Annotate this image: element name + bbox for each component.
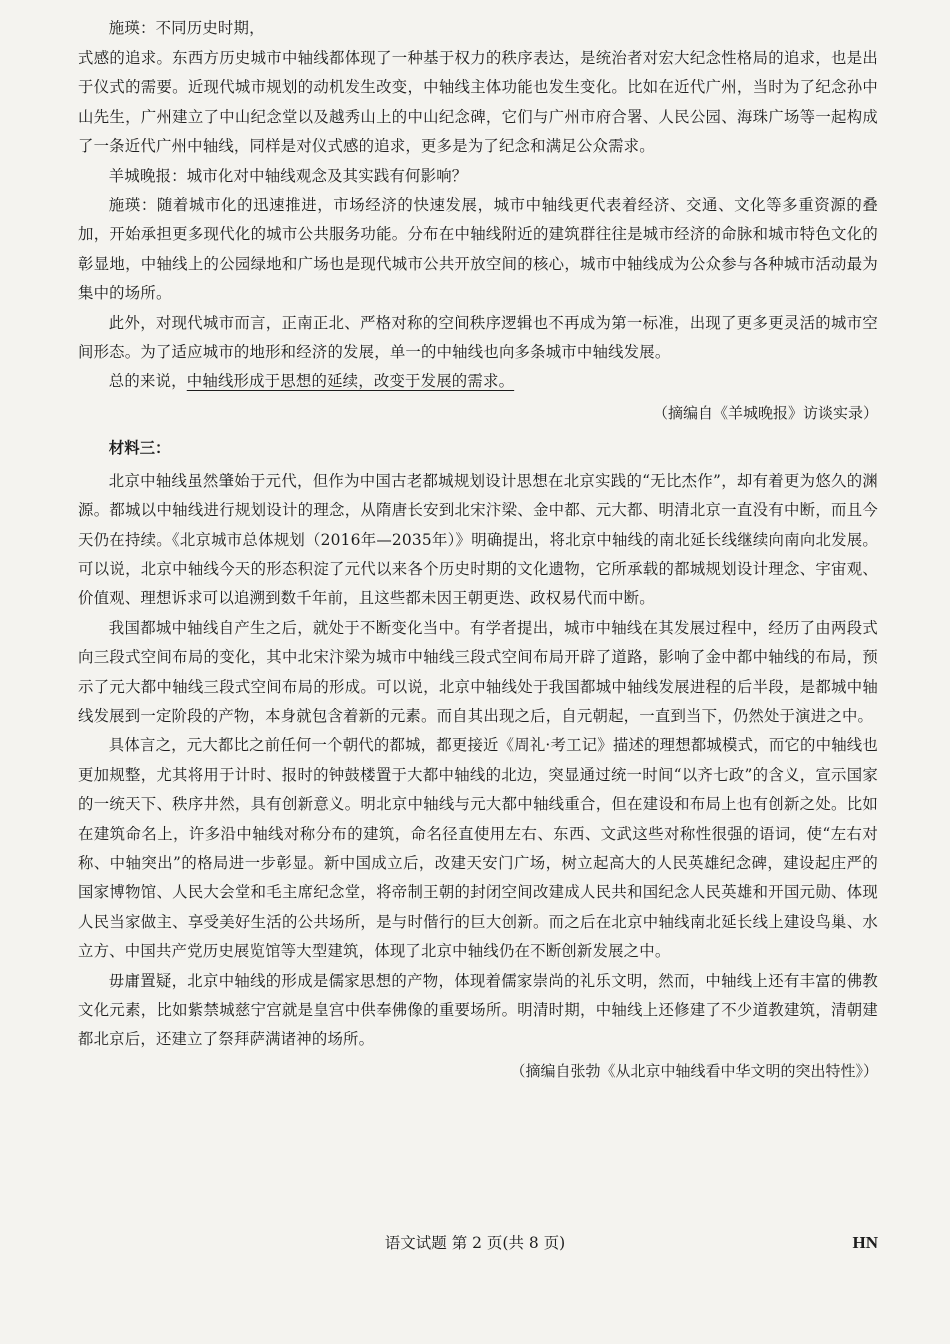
- material-three-paragraph-3: 具体言之，元大都比之前任何一个朝代的都城，都更接近《周礼·考工记》描述的理想都城模式，而它的中轴线也更加规整，尤其将用于计时、报时的钟鼓楼置于大都中轴线的北边，突显通过统一时间“以齐七政”的含义，宣示国家的一统天下、秩序井然，具有创新意义。明北京中轴线与元大都中轴线重合，但在建设和布局上也有创新之处。比如在建筑命名上，许多沿中轴线对称分布的建筑，命名径直使用左右、东西、文武这些对称性很强的语词，使“左右对称、中轴突出”的格局进一步彰显。新中国成立后，改建天安门广场，树立起高大的人民英雄纪念碑，建设起庄严的国家博物馆、人民大会堂和毛主席纪念堂，将帝制王朝的封闭空间改建成人民共和国纪念人民英雄和开国元勋、体现人民当家做主、享受美好生活的公共场所，是与时偕行的巨大创新。而之后在北京中轴线南北延长线上建设鸟巢、水立方、中国共产党历史展览馆等大型建筑，体现了北京中轴线仍在不断创新发展之中。: [78, 736, 878, 961]
- page-number: 语文试题 第 2 页(共 8 页): [384, 1234, 566, 1252]
- page-footer: [0, 1228, 950, 1258]
- material-three-heading: 材料三：: [108, 439, 171, 458]
- material-two-paragraph-3: 施瑛：随着城市化的迅速推进，市场经济的快速发展，城市中轴线更代表着经济、交通、文化等多重资源的叠加，开始承担更多现代化的城市公共服务功能。分布在中轴线附近的建筑群往往是城市经济的命脉和城市特色文化的彰显地，中轴线上的公园绿地和广场也是现代城市公共开放空间的核心，城市中轴线成为公众参与各种城市活动最为集中的场所。: [78, 196, 878, 303]
- material-two-paragraph-1: 式感的追求。东西方历史城市中轴线都体现了一种基于权力的秩序表达，是统治者对宏大纪念性格局的追求，也是出于仪式的需要。近现代城市规划的动机发生改变，中轴线主体功能也发生变化。比如在近代广州，当时为了纪念孙中山先生，广州建立了中山纪念堂以及越秀山上的中山纪念碑，它们与广州市府合署、人民公园、海珠广场等一起构成了一条近代广州中轴线，同样是对仪式感的追求，更多是为了纪念和满足公众需求。: [78, 49, 878, 156]
- material-three-paragraph-2: 我国都城中轴线自产生之后，就处于不断变化当中。有学者提出，城市中轴线在其发展过程中，经历了由两段式向三段式空间布局的变化，其中北宋汴梁为城市中轴线三段式空间布局开辟了道路，影响了金中都中轴线的布局，预示了元大都中轴线三段式空间布局的形成。可以说，北京中轴线处于我国都城中轴线发展进程的后半段，是都城中轴线发展到一定阶段的产物，本身就包含着新的元素。而自其出现之后，自元朝起，一直到当下，仍然处于演进之中。: [78, 618, 878, 725]
- exam-code: HN: [852, 1233, 878, 1252]
- top-fragment-text: 施瑛：不同历史时期，: [108, 19, 265, 37]
- material-three-paragraph-4: 毋庸置疑，北京中轴线的形成是儒家思想的产物，体现着儒家崇尚的礼乐文明，然而，中轴线上还有丰富的佛教文化元素，比如紫禁城慈宁宫就是皇宫中供奉佛像的重要场所。明清时期，中轴线上还修建了不少道教建筑，清朝建都北京后，还建立了祭拜萨满诸神的场所。: [78, 971, 878, 1049]
- summary-lead: 总的来说，: [108, 372, 187, 391]
- material-two-paragraph-4: 此外，对现代城市而言，正南正北、严格对称的空间秩序逻辑也不再成为第一标准，出现了更多更灵活的城市空间形态。为了适应城市的地形和经济的发展，单一的中轴线也向多条城市中轴线发展。: [78, 313, 878, 362]
- top-fragment: [78, 14, 878, 44]
- material-three-paragraph-1: 北京中轴线虽然肇始于元代，但作为中国古老都城规划设计思想在北京实践的“无比杰作”，却有着更为悠久的渊源。都城以中轴线进行规划设计的理念，从隋唐长安到北宋汴梁、金中都、元大都、明清北京一直没有中断，而且今天仍在持续。《北京城市总体规划（2016年—2035年）》明确提出，将北京中轴线的南北延长线继续向南向北发展。可以说，北京中轴线今天的形态积淀了元代以来各个历史时期的文化遗物，它所承载的都城规划设计理念、宇宙观、价值观、理想诉求可以追溯到数千年前，且这些都未因王朝更迭、政权易代而中断。: [78, 471, 878, 608]
- exam-page: [78, 14, 878, 1086]
- interview-question: 羊城晚报：城市化对中轴线观念及其实践有何影响？: [108, 166, 468, 185]
- material-two-source: （摘编自《羊城晚报》访谈实录）: [652, 403, 878, 422]
- summary-underlined: 中轴线形成于思想的延续，改变于发展的需求。: [186, 372, 515, 391]
- material-two-summary: [78, 367, 878, 396]
- material-three-source: （摘编自张勃《从北京中轴线看中华文明的突出特性》）: [510, 1061, 878, 1080]
